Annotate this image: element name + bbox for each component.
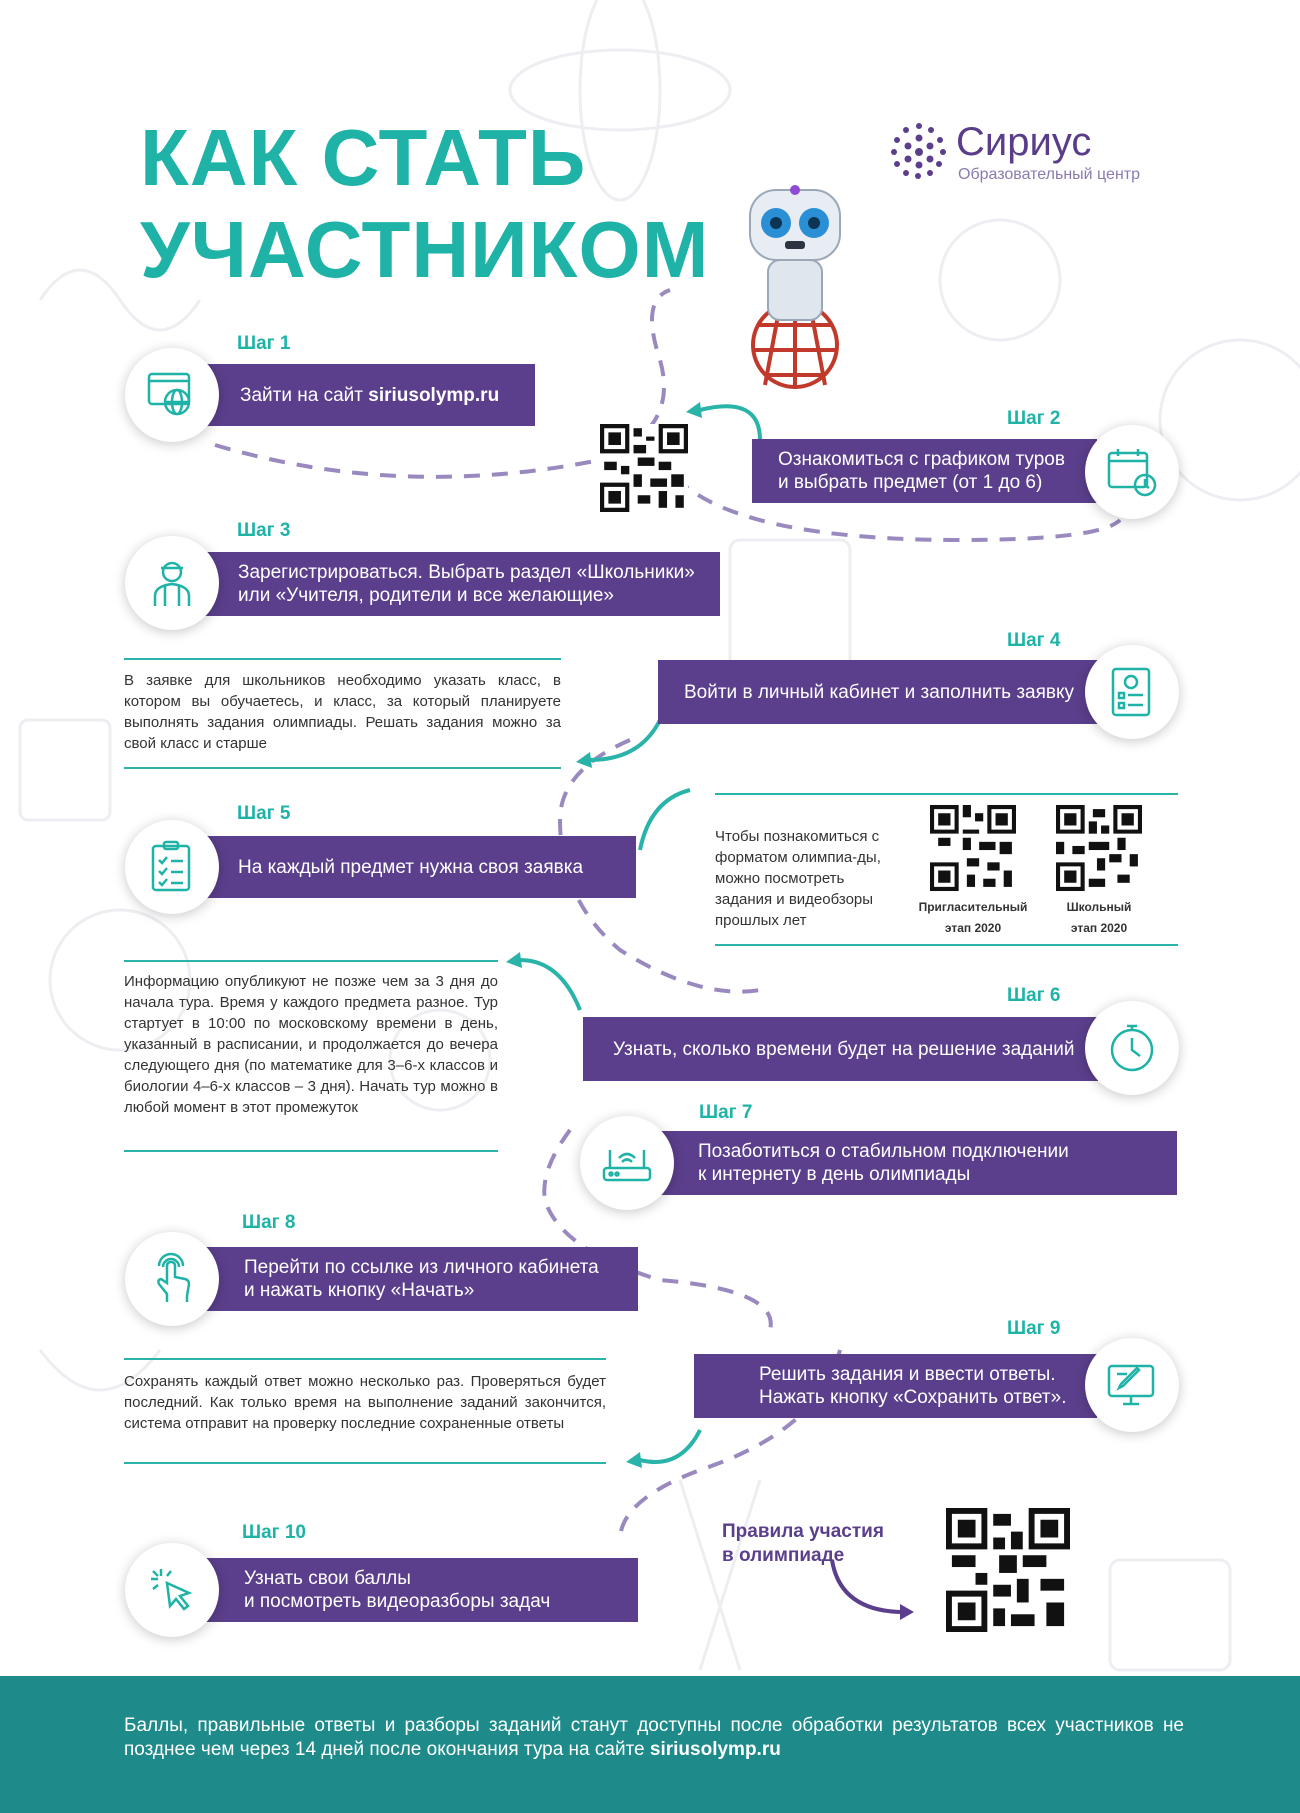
step-6-label: Шаг 6 xyxy=(1007,985,1061,1006)
step-3-line-2: или «Учителя, родители и все желающие» xyxy=(238,585,614,606)
step-1-label: Шаг 1 xyxy=(237,333,291,354)
class-note: В заявке для школьников необходимо указать класс, в котором вы обучаетесь, и класс, за который планируете выполнять задания олимпиады. Решать задания можно за свой класс и старше xyxy=(124,672,561,752)
step-8-label: Шаг 8 xyxy=(242,1212,296,1233)
step-8-line-1: Перейти по ссылке из личного кабинета xyxy=(244,1257,599,1278)
web-icon xyxy=(145,368,199,422)
save-note-rule-top xyxy=(124,1358,606,1360)
monitor-edit-icon xyxy=(1105,1358,1159,1412)
step-10-label: Шаг 10 xyxy=(242,1522,306,1543)
step-7-label: Шаг 7 xyxy=(699,1102,753,1123)
router-icon xyxy=(600,1136,654,1190)
page-title xyxy=(140,112,709,296)
save-note: Сохранять каждый ответ можно несколько раз. Проверяться будет последний. Как только время на выполнение заданий закончится, система отправит на проверку последние сохраненные ответы xyxy=(124,1373,606,1432)
site-qr-code xyxy=(600,424,688,512)
step-6-icon-circle xyxy=(1085,1001,1179,1095)
step-1-bar xyxy=(190,364,535,426)
tap-icon xyxy=(145,1252,199,1306)
step-9-line-1: Решить задания и ввести ответы. xyxy=(759,1364,1056,1385)
footer-banner xyxy=(0,1676,1300,1813)
step-6-bar xyxy=(583,1017,1098,1081)
title-line-1: КАК СТАТЬ xyxy=(140,113,587,202)
invite-stage-caption: Пригласительный этап 2020 xyxy=(918,900,1028,935)
step-7-line-2: к интернету в день олимпиады xyxy=(698,1164,971,1185)
step-9-line-2: Нажать кнопку «Сохранить ответ». xyxy=(759,1387,1067,1408)
step-5-label: Шаг 5 xyxy=(237,803,291,824)
step-8-line-2: и нажать кнопку «Начать» xyxy=(244,1280,475,1301)
step-2-icon-circle xyxy=(1085,425,1179,519)
step-7-bar xyxy=(640,1131,1177,1195)
school-stage-qr-code xyxy=(1056,805,1142,891)
format-note-rule-top xyxy=(715,793,1178,795)
step-2-label: Шаг 2 xyxy=(1007,408,1061,429)
step-9-bar xyxy=(694,1354,1097,1418)
step-4-label: Шаг 4 xyxy=(1007,630,1061,651)
site-link[interactable]: siriusolymp.ru xyxy=(368,384,500,406)
step-7-icon-circle xyxy=(580,1116,674,1210)
cursor-click-icon xyxy=(145,1563,199,1617)
step-3-icon-circle xyxy=(125,536,219,630)
form-icon xyxy=(1105,665,1159,719)
step-5-icon-circle xyxy=(125,820,219,914)
school-stage-caption: Школьный этап 2020 xyxy=(1066,900,1132,935)
footer-text: Баллы, правильные ответы и разборы заданий станут доступны после обработки результатов всех участников не позднее чем через 14 дней после окончания тура на сайте siriusolymp.ru xyxy=(124,1715,1184,1760)
time-note: Информацию опубликуют не позже чем за 3 дня до начала тура. Время у каждого предмета разное. Тур стартует в 10:00 по московскому времени в день, указанный в расписании, и продолжается до вечера следующего дня (по математике для 3–6-х классов и биологии 4–6-х классов – 3 дня). Начать тур можно в любой момент в этот промежуток xyxy=(124,973,498,1116)
step-1-icon-circle xyxy=(125,348,219,442)
step-3-label: Шаг 3 xyxy=(237,520,291,541)
step-4-bar xyxy=(658,660,1098,724)
step-2-line-1: Ознакомиться с графиком туров xyxy=(778,449,1065,470)
logo-name: Сириус xyxy=(956,120,1092,164)
step-10-icon-circle xyxy=(125,1543,219,1637)
step-9-icon-circle xyxy=(1085,1338,1179,1432)
step-5-bar xyxy=(190,836,636,898)
step-3-bar xyxy=(190,552,720,616)
step-10-line-1: Узнать свои баллы xyxy=(244,1568,411,1589)
clock-icon xyxy=(1105,1021,1159,1075)
step-7-line-1: Позаботиться о стабильном подключении xyxy=(698,1141,1069,1162)
save-note-rule-bottom xyxy=(124,1462,606,1464)
sirius-dots-icon xyxy=(886,118,952,184)
step-9-label: Шаг 9 xyxy=(1007,1318,1061,1339)
step-6-line-1: Узнать, сколько времени будет на решение заданий xyxy=(613,1038,1075,1060)
logo-subtitle: Образовательный центр xyxy=(958,166,1140,183)
format-note-rule-bottom xyxy=(715,944,1178,946)
invite-stage-qr-code xyxy=(930,805,1016,891)
step-10-line-2: и посмотреть видеоразборы задач xyxy=(244,1591,551,1612)
step-2-bar xyxy=(752,439,1097,503)
checklist-icon xyxy=(145,840,199,894)
title-line-2: УЧАСТНИКОМ xyxy=(140,205,710,294)
step-3-line-1: Зарегистрироваться. Выбрать раздел «Школьники» xyxy=(238,562,695,583)
class-note-rule-top xyxy=(124,658,561,660)
class-note-rule-bottom xyxy=(124,767,561,769)
step-10-bar xyxy=(190,1558,638,1622)
footer-site-link[interactable]: siriusolymp.ru xyxy=(649,1739,781,1760)
time-note-rule-top xyxy=(124,960,498,962)
step-5-line-1: На каждый предмет нужна своя заявка xyxy=(238,856,584,878)
rules-label: Правила участия в олимпиаде xyxy=(722,1521,884,1566)
calendar-icon xyxy=(1105,445,1159,499)
step-8-bar xyxy=(190,1247,638,1311)
rules-qr-code xyxy=(946,1508,1070,1632)
step-4-icon-circle xyxy=(1085,645,1179,739)
step-4-line-1: Войти в личный кабинет и заполнить заявку xyxy=(684,681,1075,703)
time-note-rule-bottom xyxy=(124,1150,498,1152)
sirius-logo xyxy=(886,118,1140,189)
student-icon xyxy=(145,556,199,610)
robot-mascot xyxy=(730,175,860,405)
format-note: Чтобы познакомиться с форматом олимпиа-ды, можно посмотреть задания и видеобзоры прошлых лет xyxy=(715,828,881,929)
step-8-icon-circle xyxy=(125,1232,219,1326)
step-2-line-2: и выбрать предмет (от 1 до 6) xyxy=(778,472,1043,493)
step-1-text: Зайти на сайт siriusolymp.ru xyxy=(240,384,500,406)
